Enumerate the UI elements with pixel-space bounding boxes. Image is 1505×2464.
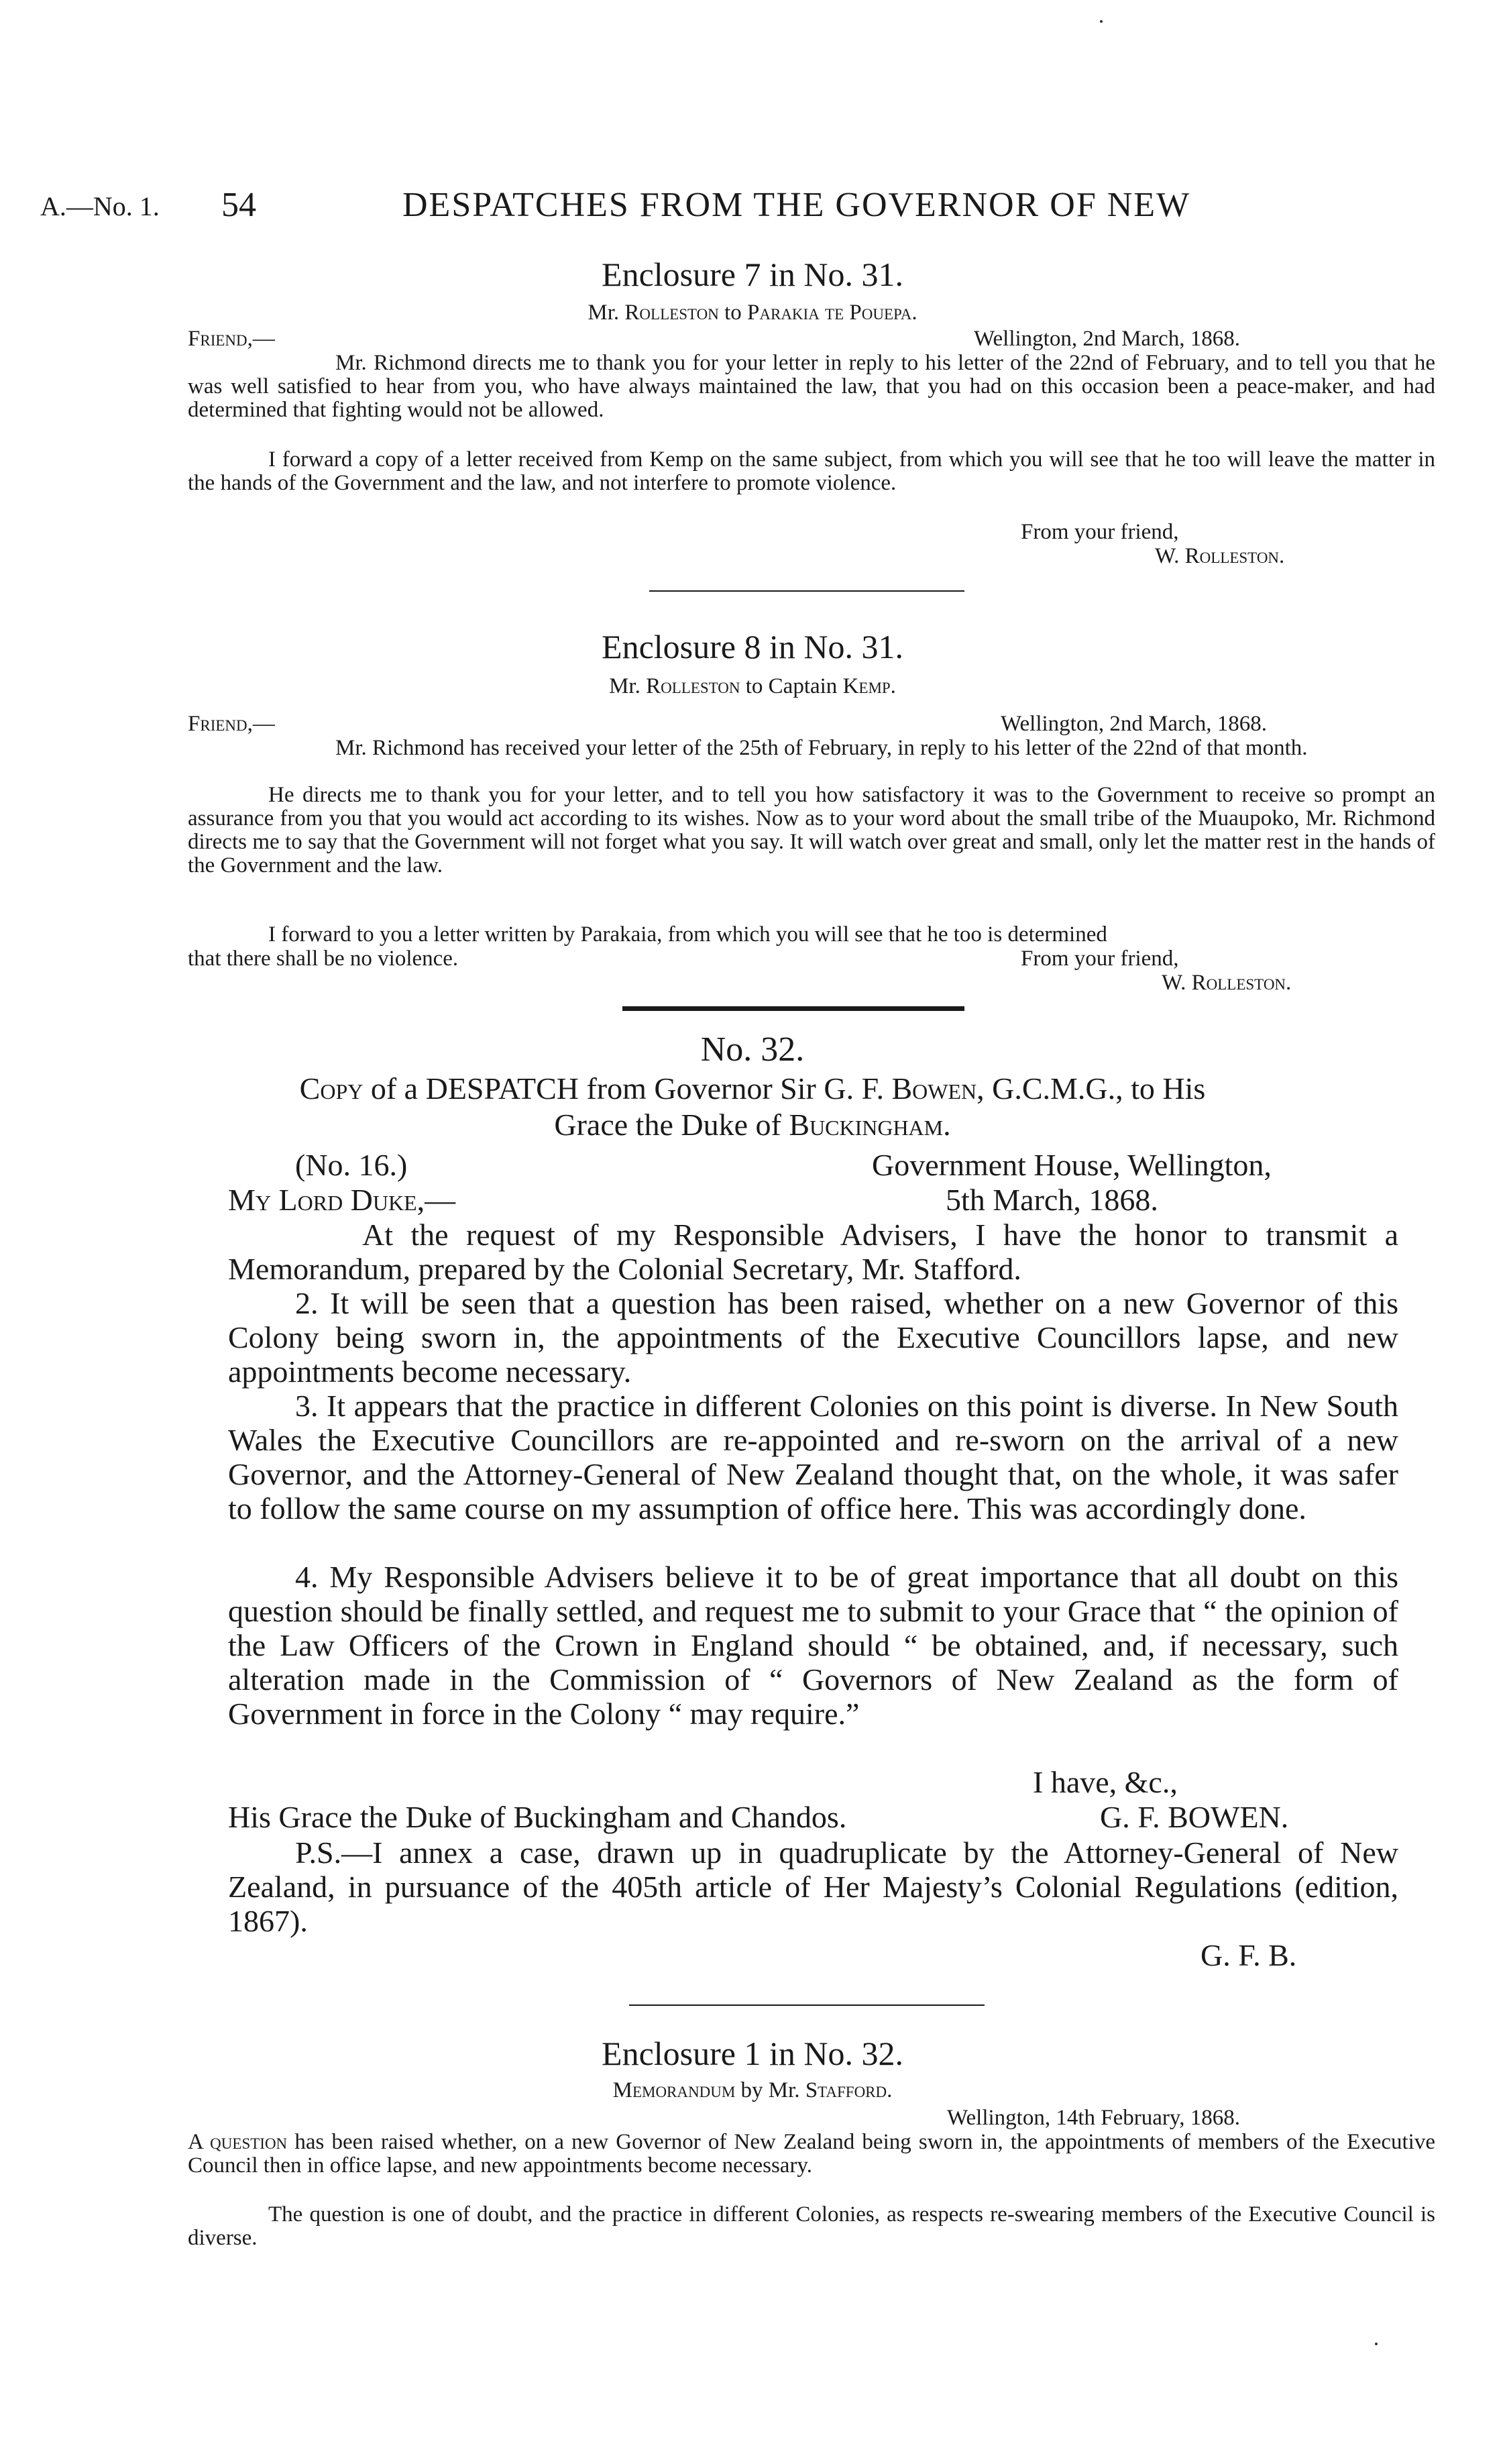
- enclosure-8-subtitle: [0, 674, 1505, 699]
- title-bowen: Bowen: [891, 1071, 977, 1106]
- title-text: of a DESPATCH from Governor Sir G. F.: [363, 1071, 892, 1106]
- enclosure-1-paragraph-1: [188, 2131, 1435, 2178]
- subtitle-recipient: Kemp.: [842, 674, 896, 698]
- lead-letter: A: [188, 2130, 211, 2154]
- print-mark: [1100, 20, 1103, 23]
- enclosure-8-title: Enclosure 8 in No. 31.: [602, 628, 903, 665]
- despatch-signature: G. F. BOWEN.: [1100, 1800, 1289, 1834]
- despatch-postscript: P.S.—I annex a case, drawn up in quadruplicate by the Attorney-General of New Zealand, in pursuance of the 405th article of Her Majesty’s Colonial Regulations (edition, 1867).: [228, 1835, 1398, 1938]
- enclosure-7-subtitle: [0, 301, 1505, 325]
- despatch-number: No. 32.: [700, 1030, 805, 1069]
- enclosure-7-title: Enclosure 7 in No. 31.: [602, 256, 903, 293]
- despatch-paragraph-3: 3. It appears that the practice in different Colonies on this point is diverse. In New South Wales the Executive Councillors are re-appointed and re-sworn on the arrival of a new Governor, and the Attorney-General of New Zealand thought that, on the whole, it was safer to follow the same course on my assumption of office here. This was accordingly done.: [228, 1389, 1398, 1525]
- section-divider-thick: [622, 1006, 964, 1011]
- running-title: DESPATCHES FROM THE GOVERNOR OF NEW: [402, 186, 1191, 224]
- despatch-reference-number: (No. 16.): [295, 1148, 408, 1182]
- signature-initial: W.: [1155, 544, 1185, 568]
- subtitle-recipient: Parakia te Pouepa.: [747, 301, 917, 325]
- lead-word: question: [210, 2130, 288, 2154]
- subtitle-text: Mr.: [609, 674, 647, 698]
- despatch-closing: I have, &c.,: [1033, 1765, 1178, 1799]
- enclosure-8-paragraph-3-line-1: I forward to you a letter written by Parakaia, from which you will see that he too is determined: [268, 922, 1107, 947]
- subtitle-text: to: [718, 301, 748, 325]
- enclosure-8-signature: [1162, 971, 1291, 995]
- postscript-initials: G. F. B.: [1201, 1938, 1297, 1972]
- despatch-address: Government House, Wellington,: [872, 1148, 1272, 1182]
- subtitle-text: by Mr.: [735, 2078, 805, 2102]
- subtitle-sender: Rolleston: [624, 301, 719, 325]
- enclosure-7-salutation: Friend,—: [188, 327, 275, 351]
- title-copy: Copy: [299, 1071, 364, 1106]
- document-reference: A.—No. 1.: [40, 191, 160, 221]
- enclosure-8-paragraph-1: Mr. Richmond has received your letter of the 25th of February, in reply to his letter of the 22nd of that month.: [335, 736, 1308, 760]
- enclosure-8-paragraph-3-line-2: that there shall be no violence.: [188, 947, 459, 971]
- subtitle-text: to Captain: [740, 674, 843, 698]
- despatch-paragraph-1: At the request of my Responsible Advisers, I have the honor to transmit a Memorandum, prepared by the Colonial Secretary, Mr. Stafford.: [228, 1218, 1398, 1286]
- signature-name: Rolleston.: [1184, 544, 1285, 568]
- enclosure-1-title: Enclosure 1 in No. 32.: [602, 2035, 903, 2072]
- enclosure-8-paragraph-2: He directs me to thank you for your letter, and to tell you how satisfactory it was to the Government to receive so prompt an assurance from you that you would act according to its wishes. Now as to your word about the small tribe of the Muaupoko, Mr. Richmond directs me to say that the Government will not forget what you say. It will watch over great and small, only let the matter rest in the hands of the Government and the law.: [188, 783, 1435, 877]
- subtitle-author: Stafford.: [805, 2078, 893, 2102]
- enclosure-7-signature: [1155, 545, 1284, 568]
- despatch-salutation: My Lord Duke,—: [228, 1183, 456, 1217]
- page-number: 54: [221, 186, 256, 224]
- title-buckingham: Buckingham.: [789, 1108, 951, 1142]
- signature-initial: W.: [1162, 971, 1192, 995]
- signature-name: Rolleston.: [1191, 971, 1292, 995]
- title-text: Grace the Duke of: [554, 1108, 789, 1142]
- enclosure-1-subtitle: [0, 2078, 1505, 2103]
- subtitle-sender: Rolleston: [646, 674, 740, 698]
- enclosure-1-date: Wellington, 14th February, 1868.: [947, 2106, 1240, 2130]
- enclosure-1-paragraph-2: The question is one of doubt, and the practice in different Colonies, as respects re-swearing members of the Executive Council is diverse.: [188, 2202, 1435, 2250]
- print-mark: [1375, 2343, 1378, 2345]
- enclosure-8-closing: From your friend,: [1021, 947, 1179, 971]
- enclosure-7-closing: From your friend,: [1021, 520, 1179, 544]
- enclosure-7-paragraph-1: Mr. Richmond directs me to thank you for your letter in reply to his letter of the 22nd of February, and to tell you that he was well satisfied to hear from you, who have always maintained the law, that you had on this occasion been a peace-maker, and had determined that fighting would not be allowed.: [188, 351, 1435, 422]
- section-divider: [629, 2004, 985, 2006]
- title-text: , G.C.M.G., to His: [977, 1071, 1206, 1106]
- despatch-paragraph-4: 4. My Responsible Advisers believe it to be of great importance that all doubt on this question should be finally settled, and request me to submit to your Grace that “ the opinion of the Law Officers of the Crown in England should “ be obtained, and, if necessary, such alteration made in the Commission of “ Governors of New Zealand as the form of Government in force in the Colony “ may require.”: [228, 1560, 1398, 1731]
- subtitle-text: Mr.: [588, 301, 625, 325]
- enclosure-8-salutation: Friend,—: [188, 712, 275, 736]
- enclosure-8-date: Wellington, 2nd March, 1868.: [1001, 712, 1267, 736]
- despatch-paragraph-2: 2. It will be seen that a question has been raised, whether on a new Governor of this Colony being sworn in, the appointments of the Executive Councillors lapse, and new appointments become necessary.: [228, 1286, 1398, 1389]
- despatch-title-line-1: [0, 1072, 1505, 1106]
- despatch-addressee: His Grace the Duke of Buckingham and Chandos.: [228, 1800, 847, 1834]
- enclosure-7-date: Wellington, 2nd March, 1868.: [974, 327, 1240, 351]
- subtitle-memorandum: Memorandum: [612, 2078, 736, 2102]
- enclosure-7-paragraph-2: I forward a copy of a letter received from Kemp on the same subject, from which you will see that he too will leave the matter in the hands of the Government and the law, and not interfere to promote violence.: [188, 447, 1435, 495]
- paragraph-text: has been raised whether, on a new Governor of New Zealand being sworn in, the appointments of members of the Executive Council then in office lapse, and new appointments become necessary.: [188, 2130, 1436, 2178]
- despatch-title-line-2: [0, 1108, 1505, 1142]
- despatch-date: 5th March, 1868.: [946, 1183, 1158, 1217]
- section-divider: [649, 590, 964, 592]
